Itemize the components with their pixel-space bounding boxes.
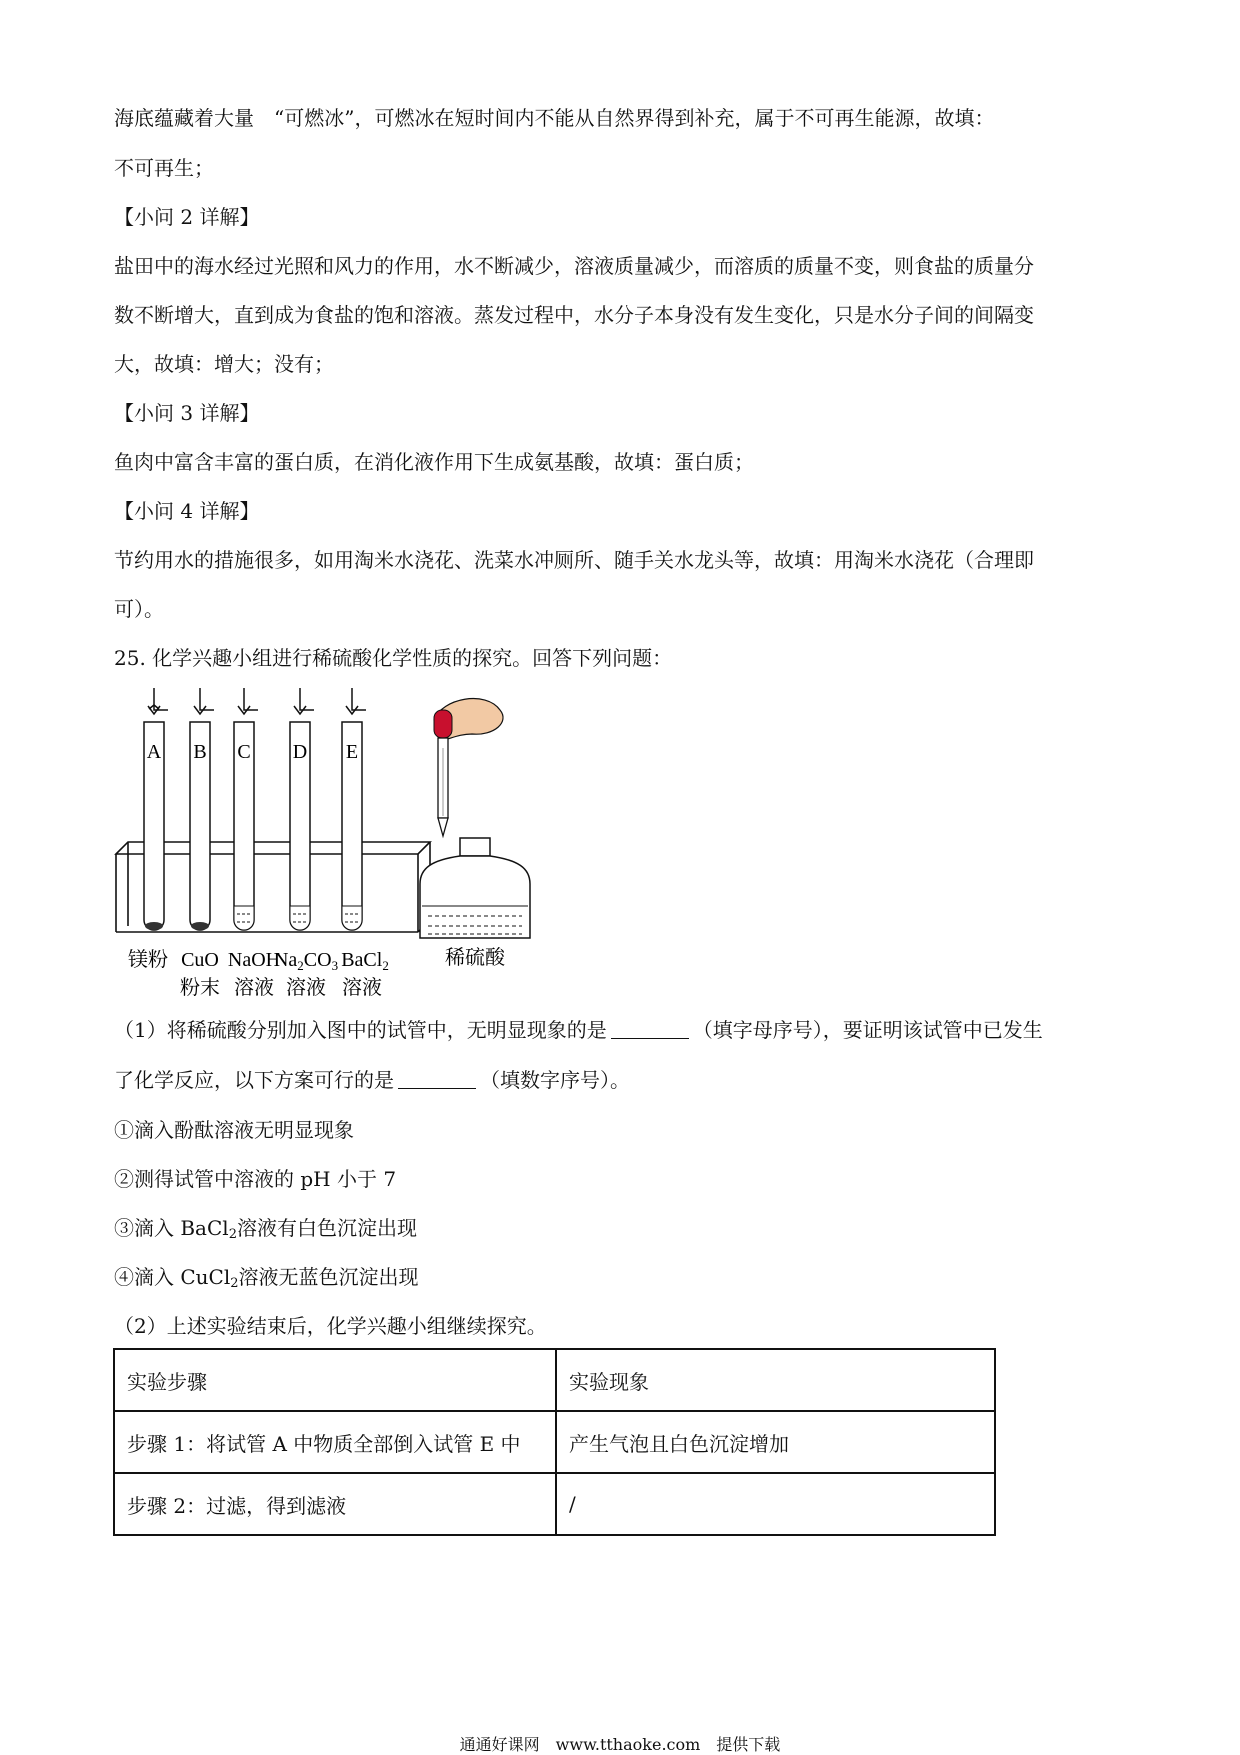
reagent-label: CuO <box>181 949 219 971</box>
answer-blank[interactable] <box>611 1020 689 1039</box>
reagent-label: 溶液 <box>286 977 326 999</box>
option-2: ②测得试管中溶液的 pH 小于 7 <box>114 1167 397 1191</box>
answer-blank[interactable] <box>398 1070 476 1089</box>
reagent-labels <box>128 946 506 999</box>
table-cell: 步骤 1：将试管 A 中物质全部倒入试管 E 中 <box>114 1411 556 1473</box>
option-3: ③滴入 BaCl$_2$溶液有白色沉淀出现 <box>114 1216 417 1242</box>
test-tube-e <box>342 688 366 930</box>
question-line: （2）上述实验结束后，化学兴趣小组继续探究。 <box>114 1314 547 1338</box>
paragraph-line: 节约用水的措施很多，如用淘米水浇花、洗菜水冲厕所、随手关水龙头等，故填：用淘米水浇花（合理即 <box>114 548 1034 572</box>
reagent-label: 镁粉 <box>128 949 168 971</box>
table-cell: 步骤 2：过滤，得到滤液 <box>114 1473 556 1535</box>
table-row <box>114 1473 995 1535</box>
section-heading: 【小问 4 详解】 <box>114 499 260 523</box>
table-header-cell: 实验步骤 <box>114 1349 556 1411</box>
question-line: （1）将稀硫酸分别加入图中的试管中，无明显现象的是 （填字母序号），要证明该试管中已发生 <box>114 1018 1043 1042</box>
test-tube-d <box>290 688 314 930</box>
tube-label: D <box>292 741 308 763</box>
paragraph-line: 海底蕴藏着大量 “可燃冰”，可燃冰在短时间内不能从自然界得到补充，属于不可再生能源，故填： <box>114 106 995 130</box>
table-cell: 产生气泡且白色沉淀增加 <box>556 1411 995 1473</box>
paragraph-line: 数不断增大，直到成为食盐的饱和溶液。蒸发过程中，水分子本身没有发生变化，只是水分子间的间隔变 <box>114 303 1034 327</box>
test-tube-c <box>234 688 258 930</box>
tube-label: A <box>146 741 162 763</box>
test-tube-a <box>144 688 168 930</box>
paragraph-line: 不可再生； <box>114 156 214 180</box>
paragraph-line: 可）。 <box>114 597 164 621</box>
question-title: 25. 化学兴趣小组进行稀硫酸化学性质的探究。回答下列问题： <box>114 646 673 670</box>
dropper <box>434 699 503 836</box>
experiment-figure <box>112 688 552 1008</box>
reagent-label: NaOH <box>227 949 281 971</box>
reagent-label: BaCl$_2$ <box>341 949 389 973</box>
reagent-label: 溶液 <box>342 977 382 999</box>
table-cell: / <box>556 1473 995 1535</box>
test-tube-b <box>190 688 214 930</box>
experiment-table <box>113 1348 996 1536</box>
paragraph-line: 鱼肉中富含丰富的蛋白质，在消化液作用下生成氨基酸，故填：蛋白质； <box>114 450 754 474</box>
table-row <box>114 1411 995 1473</box>
option-1: ①滴入酚酞溶液无明显现象 <box>114 1118 354 1142</box>
section-heading: 【小问 2 详解】 <box>114 205 260 229</box>
tube-label: E <box>345 741 359 763</box>
bottle-label: 稀硫酸 <box>445 947 505 969</box>
paragraph-line: 大，故填：增大；没有； <box>114 352 334 376</box>
reagent-label: $Na_2CO_3$ <box>273 949 339 973</box>
option-4: ④滴入 CuCl$_2$溶液无蓝色沉淀出现 <box>114 1265 419 1291</box>
acid-bottle <box>420 838 530 938</box>
paragraph-line: 盐田中的海水经过光照和风力的作用，水不断减少，溶液质量减少，而溶质的质量不变，则食盐的质量分 <box>114 254 1034 278</box>
table-header-row <box>114 1349 995 1411</box>
page-footer: 通通好课网 www.tthaoke.com 提供下载 <box>459 1735 781 1754</box>
table-header-cell: 实验现象 <box>556 1349 995 1411</box>
section-heading: 【小问 3 详解】 <box>114 401 260 425</box>
reagent-label: 溶液 <box>234 977 274 999</box>
tube-label: B <box>193 741 207 763</box>
reagent-label: 粉末 <box>180 977 220 999</box>
tube-label: C <box>237 741 251 763</box>
question-line: 了化学反应，以下方案可行的是 （填数字序号）。 <box>114 1068 630 1092</box>
